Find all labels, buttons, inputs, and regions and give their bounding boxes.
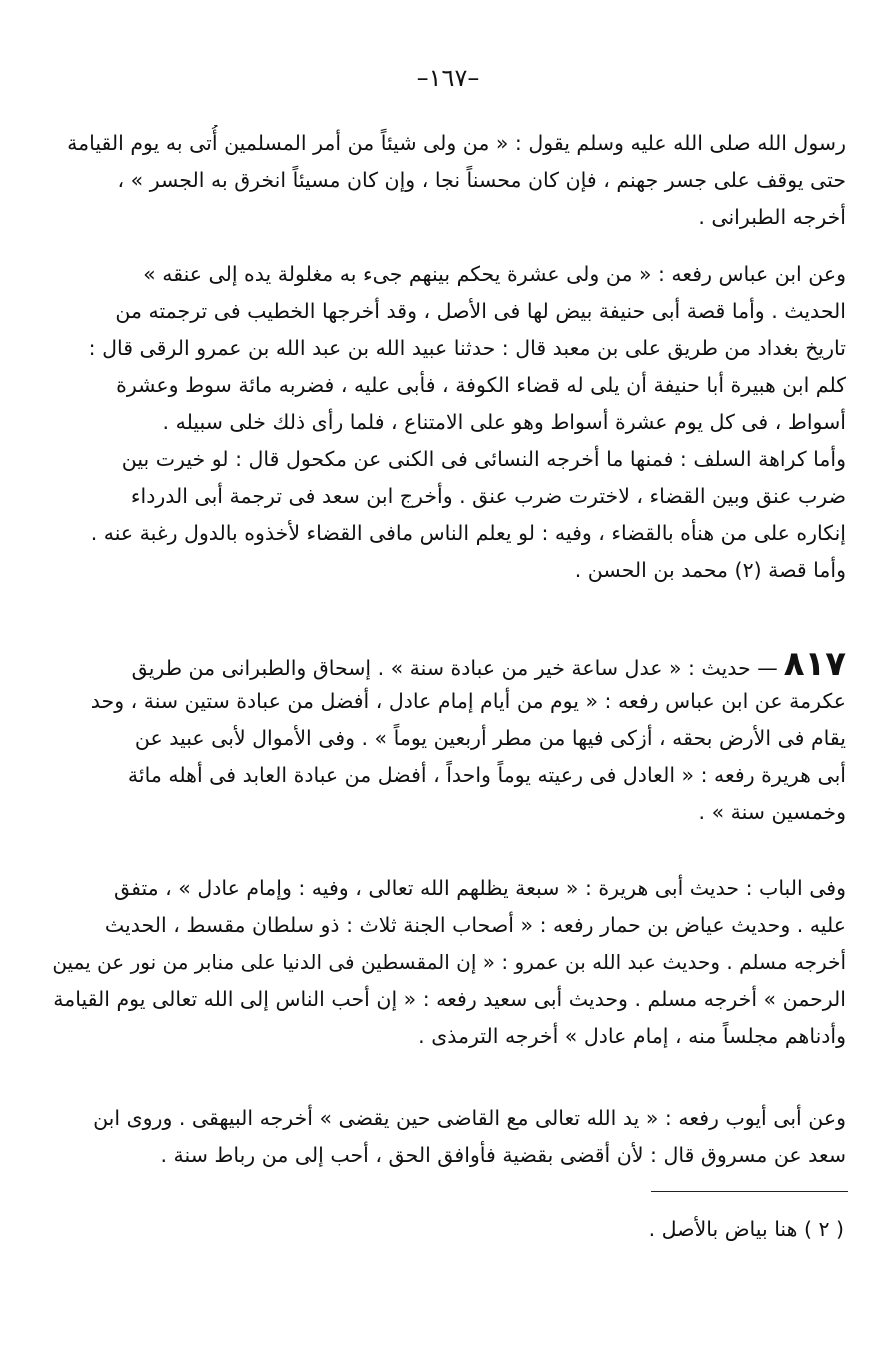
text-line: تاريخ بغداد من طريق على بن معبد قال : حدثنا عبيد الله بن عبد الله بن عمرو الرقى قال : [88,336,846,360]
text-line: ضرب عنق وبين القضاء ، لاخترت ضرب عنق . وأخرج ابن سعد فى ترجمة أبى الدرداء [130,484,846,508]
text-line: كلم ابن هبيرة أبا حنيفة أن يلى له قضاء الكوفة ، فأبى عليه ، فضربه مائة سوط وعشرة [116,373,846,397]
text-line: أخرجه الطبرانى . [698,205,846,229]
text-line: الحديث . وأما قصة أبى حنيفة بيض لها فى الأصل ، وقد أخرجها الخطيب فى ترجمته من [115,299,846,323]
paragraph-4 [44,870,846,1055]
text-line: وخمسين سنة » . [698,800,846,824]
text-line: يقام فى الأرض بحقه ، أزكى فيها من مطر أربعين يوماً » . وفى الأموال لأبى عبيد عن [134,726,846,750]
paragraph-1 [44,125,846,236]
text-line: وعن أبى أيوب رفعه : « يد الله تعالى مع القاضى حين يقضى » أخرجه البيهقى . وروى ابن [93,1106,846,1130]
paragraph-hadith-817 [44,646,846,831]
text-line: وعن ابن عباس رفعه : « من ولى عشرة يحكم بينهم جىء به مغلولة يده إلى عنقه » [143,262,846,286]
text-line: الرحمن » أخرجه مسلم . وحديث أبى سعيد رفعه : « إن أحب الناس إلى الله تعالى يوم القيامة [53,987,846,1011]
text-line: حتى يوقف على جسر جهنم ، فإن كان محسناً نجا ، وإن كان مسيئاً انخرق به الجسر » ، [117,168,846,192]
text-line: وأدناهم مجلساً منه ، إمام عادل » أخرجه الترمذى . [418,1024,846,1048]
paragraph-5 [44,1100,846,1174]
text-line [44,646,846,683]
text-line: وفى الباب : حديث أبى هريرة : « سبعة يظلهم الله تعالى ، وفيه : وإمام عادل » ، متفق [113,876,846,900]
text-line: أبى هريرة رفعه : « العادل فى رعيته يوماً واحداً ، أفضل من عبادة العابد فى أهله مائة [127,763,846,787]
text-line: عكرمة عن ابن عباس رفعه : « يوم من أيام إمام عادل ، أفضل من عبادة ستين سنة ، وحد [90,689,846,713]
text-line: رسول الله صلى الله عليه وسلم يقول : « من ولى شيئاً من أمر المسلمين أُتى به يوم القيامة [67,131,846,155]
text-line: سعد عن مسروق قال : لأن أقضى بقضية فأوافق الحق ، أحب إلى من رباط سنة . [160,1143,846,1167]
footnote: ( ٢ ) هنا بياض بالأصل . [648,1217,844,1241]
text-line: وأما قصة (٢) محمد بن الحسن . [574,558,846,582]
footnote-divider [651,1191,848,1192]
text-line: أخرجه مسلم . وحديث عبد الله بن عمرو : « إن المقسطين فى الدنيا على منابر من نور عن يمين [52,950,846,974]
text-line-content: — حديث : « عدل ساعة خير من عبادة سنة » . إسحاق والطبرانى من طريق [131,656,778,680]
text-line: إنكاره على من هنأه بالقضاء ، وفيه : لو يعلم الناس مافى القضاء لأخذوه بالدول رغبة عنه . [90,521,846,545]
page-number: –١٦٧– [416,64,480,92]
text-line: وأما كراهة السلف : فمنها ما أخرجه النسائى فى الكنى عن مكحول قال : لو خيرت بين [121,447,846,471]
hadith-number: ٨١٧ [783,646,846,683]
text-line: عليه . وحديث عياض بن حمار رفعه : « أصحاب الجنة ثلاث : ذو سلطان مقسط ، الحديث [104,913,846,937]
text-line: أسواط ، فى كل يوم عشرة أسواط وهو على الامتناع ، فلما رأى ذلك خلى سبيله . [162,410,846,434]
paragraph-2 [44,256,846,589]
